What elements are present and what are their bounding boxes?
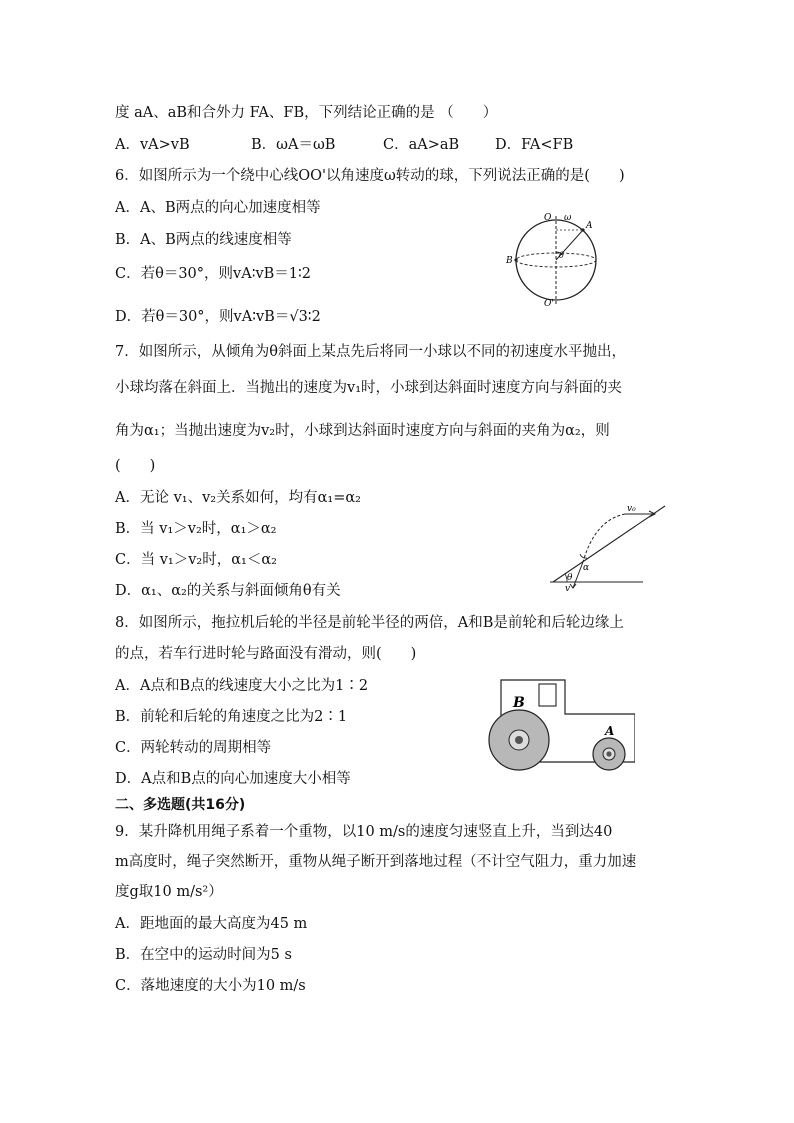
- q9-stem-line-1: 9．某升降机用绳子系着一个重物，以10 m/s的速度匀速竖直上升，当到达40: [115, 824, 613, 840]
- q5-option-a: A．vA>vB: [115, 137, 190, 153]
- q6-option-a: A．A、B两点的向心加速度相等: [115, 200, 321, 216]
- q8-stem-line-2: 的点，若车行进时轮与路面没有滑动，则( ): [115, 646, 417, 662]
- q6-option-b: B．A、B两点的线速度相等: [115, 232, 292, 248]
- q6-option-c: C．若θ＝30°，则vA∶vB＝1∶2: [115, 266, 312, 282]
- q8-option-a: A．A点和B点的线速度大小之比为1∶2: [115, 678, 369, 694]
- q7-stem-line-4: ( ): [115, 458, 156, 474]
- label-o: O: [544, 213, 552, 223]
- label-omega: ω: [564, 213, 572, 223]
- q6-stem: 6．如图所示为一个绕中心线OO'以角速度ω转动的球，下列说法正确的是( ): [115, 168, 625, 184]
- q8-option-b: B．前轮和后轮的角速度之比为2∶1: [115, 709, 348, 725]
- q7-option-a: A．无论 v₁、v₂关系如何，均有α₁=α₂: [115, 490, 361, 506]
- label-theta: θ: [559, 251, 564, 260]
- q9-option-b: B．在空中的运动时间为5 s: [115, 947, 292, 963]
- tractor-figure: [485, 670, 635, 776]
- q5-option-c: C．aA>aB: [383, 137, 460, 153]
- q9-option-a: A．距地面的最大高度为45 m: [115, 916, 308, 932]
- q7-option-d: D．α₁、α₂的关系与斜面倾角θ有关: [115, 583, 341, 599]
- q7-stem-line-3: 角为α₁；当抛出速度为v₂时，小球到达斜面时速度方向与斜面的夹角为α₂，则: [115, 423, 610, 439]
- label-theta: θ: [567, 573, 573, 583]
- q7-stem-line-1: 7．如图所示，从倾角为θ斜面上某点先后将同一小球以不同的初速度水平抛出，: [115, 344, 626, 360]
- q7-option-b: B．当 v₁＞v₂时，α₁＞α₂: [115, 521, 277, 537]
- label-b: B: [506, 256, 513, 266]
- q5-option-d: D．FA<FB: [495, 137, 574, 153]
- q7-stem-line-2: 小球均落在斜面上．当抛出的速度为v₁时，小球到达斜面时速度方向与斜面的夹: [115, 380, 623, 396]
- q8-stem-line-1: 8．如图所示，拖拉机后轮的半径是前轮半径的两倍，A和B是前轮和后轮边缘上: [115, 615, 624, 631]
- label-b: B: [513, 695, 525, 711]
- incline-projectile-figure: [545, 500, 670, 592]
- q7-option-c: C．当 v₁＞v₂时，α₁＜α₂: [115, 552, 277, 568]
- q8-option-d: D．A点和B点的向心加速度大小相等: [115, 771, 351, 787]
- q5-option-b: B．ωA＝ωB: [251, 137, 336, 153]
- section-heading: 二、多选题(共16分): [115, 797, 246, 813]
- label-a: A: [605, 724, 615, 738]
- q9-stem-line-2: m高度时，绳子突然断开，重物从绳子断开到落地过程（不计空气阻力，重力加速: [115, 854, 637, 870]
- q6-option-d: D．若θ＝30°，则vA∶vB＝√3∶2: [115, 309, 321, 325]
- label-a: A: [586, 221, 593, 231]
- q9-stem-line-3: 度g取10 m/s²）: [115, 884, 223, 900]
- rotating-sphere-figure: [500, 210, 615, 310]
- label-o-prime: O': [544, 299, 554, 309]
- label-alpha: α: [583, 563, 590, 573]
- q5-stem-tail: 度 aA、aB和合外力 FA、FB，下列结论正确的是 （ ）: [115, 105, 498, 121]
- label-v0: v₀: [627, 504, 636, 514]
- q8-option-c: C．两轮转动的周期相等: [115, 740, 272, 756]
- q9-option-c: C．落地速度的大小为10 m/s: [115, 978, 306, 994]
- label-v: v: [565, 584, 571, 592]
